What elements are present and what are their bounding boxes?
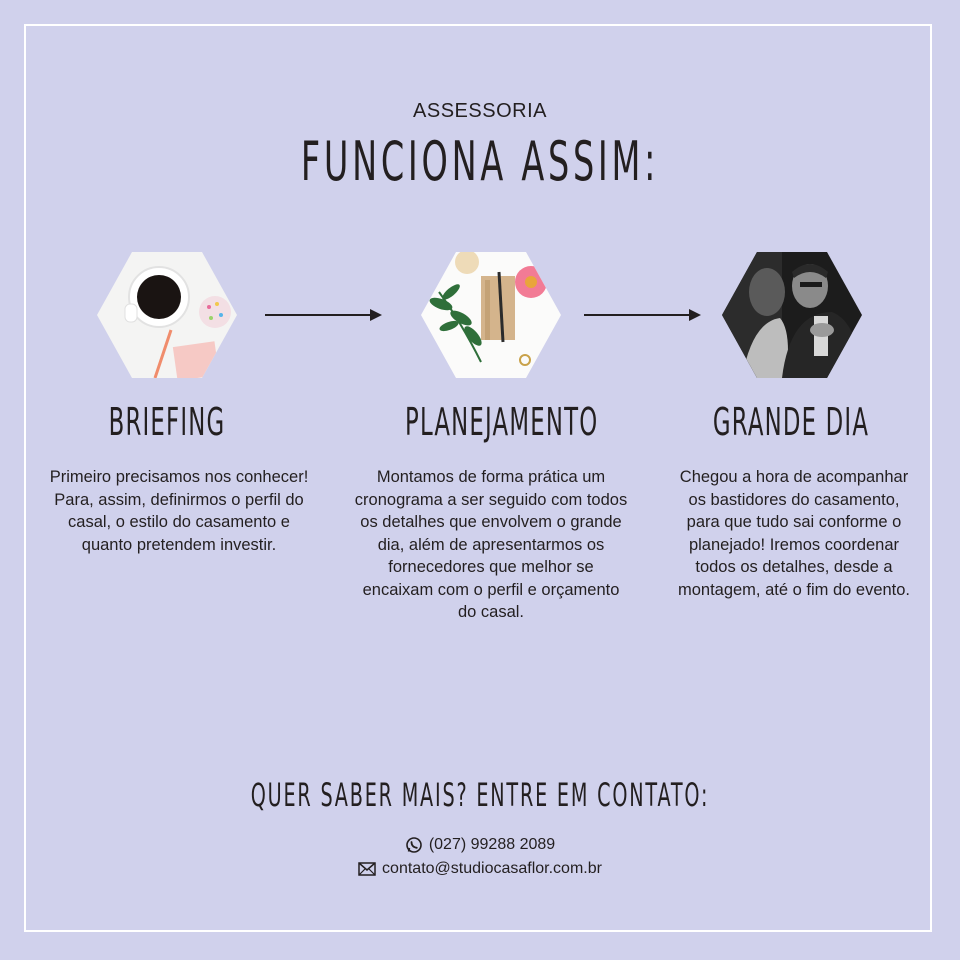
envelope-icon [358, 862, 376, 876]
arrow-step2-to-step3 [584, 314, 699, 316]
header-kicker: ASSESSORIA [413, 100, 547, 122]
step-text-planejamento: Montamos de forma prática um cronograma a ser seguido com todos os detalhes que envolvem o grande dia, além de apresentarmos os fornecedores que melhor se encaixam com o perfil e orçamento do casal. [354, 468, 628, 621]
step-text-briefing: Primeiro precisamos nos conhecer! Para, assim, definirmos o perfil do casal, o estilo do casamento e quanto pretendem investir. [49, 468, 309, 554]
planejamento-hexagon-image [421, 252, 561, 378]
grande-dia-hexagon-image [722, 252, 862, 378]
arrow-step1-to-step2 [265, 314, 380, 316]
contact-phone-row[interactable] [0, 836, 960, 854]
step-text-grande-dia: Chegou a hora de acompanhar os bastidores do casamento, para que tudo sai conforme o planejado! Iremos coordenar todos os detalhes, desde a montagem, até o fim do evento. [677, 468, 911, 599]
contact-cta-heading: QUER SABER MAIS? ENTRE EM CONTATO: [250, 776, 710, 814]
step-title-grande-dia: GRANDE DIA [712, 400, 870, 444]
page-title: FUNCIONA ASSIM: [300, 130, 660, 193]
whatsapp-icon [405, 836, 423, 854]
contact-email-row[interactable] [0, 860, 960, 878]
contact-email: contato@studiocasaflor.com.br [382, 860, 602, 877]
step-title-planejamento: PLANEJAMENTO [405, 400, 599, 444]
contact-phone: (027) 99288 2089 [428, 836, 556, 853]
step-title-briefing: BRIEFING [108, 400, 226, 444]
briefing-hexagon-image [97, 252, 237, 378]
